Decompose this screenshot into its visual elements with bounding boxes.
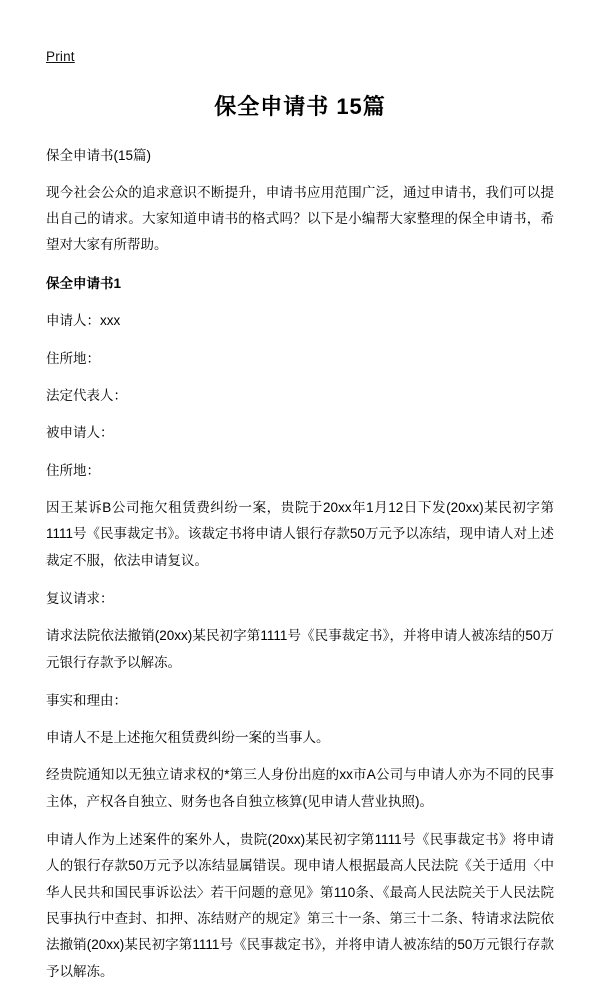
section-heading: 保全申请书1 [46,275,122,291]
paragraph-fact-one: 申请人不是上述拖欠租赁费纠纷一案的当事人。 [46,730,330,746]
paragraph-review-request: 请求法院依法撤销(20xx)某民初字第1111号《民事裁定书》，并将申请人被冻结的50万元银行存款予以解冻。 [46,628,554,670]
paragraph-fact-two: 经贵院通知以无独立请求权的*第三人身份出庭的xx市A公司与申请人亦为不同的民事主体，产权各自独立、财务也各自独立核算(见申请人营业执照)。 [46,767,554,809]
paragraph-review-request-label: 复议请求： [46,590,114,606]
print-button[interactable]: Print [46,49,75,64]
document-intro: 现今社会公众的追求意识不断提升，申请书应用范围广泛，通过申请书，我们可以提出自己的请求。大家知道申请书的格式吗？以下是小编帮大家整理的保全申请书，希望对大家有所帮助。 [46,184,554,253]
field-legal-representative: 法定代表人： [46,388,127,404]
page-title: 保全申请书 15篇 [214,93,386,119]
field-address: 住所地： [46,350,100,366]
paragraph-case-background: 因王某诉B公司拖欠租赁费纠纷一案，贵院于20xx年1月12日下发(20xx)某民初字第1111号《民事裁定书》。该裁定书将申请人银行存款50万元予以冻结，现申请人对上述裁定不服，依法申请复议。 [46,499,554,568]
document-body [46,143,554,985]
paragraph-facts-label: 事实和理由： [46,692,127,708]
field-respondent: 被申请人： [46,425,114,441]
document-subtitle: 保全申请书(15篇) [46,147,152,163]
paragraph-fact-three: 申请人作为上述案件的案外人，贵院(20xx)某民初字第1111号《民事裁定书》将申请人的银行存款50万元予以冻结显属错误。现申请人根据最高人民法院《关于适用〈中华人民共和国民事诉讼法〉若干问题的意见》第110条、《最高人民法院关于人民法院民事执行中查封、扣押、冻结财产的规定》第三十一条、第三十二条、特请求法院依法撤销(20xx)某民初字第1111号《民事裁定书》，并将申请人被冻结的50万元银行存款予以解冻。 [46,832,554,979]
field-respondent-address: 住所地： [46,462,100,478]
field-applicant: 申请人：xxx [46,313,121,329]
